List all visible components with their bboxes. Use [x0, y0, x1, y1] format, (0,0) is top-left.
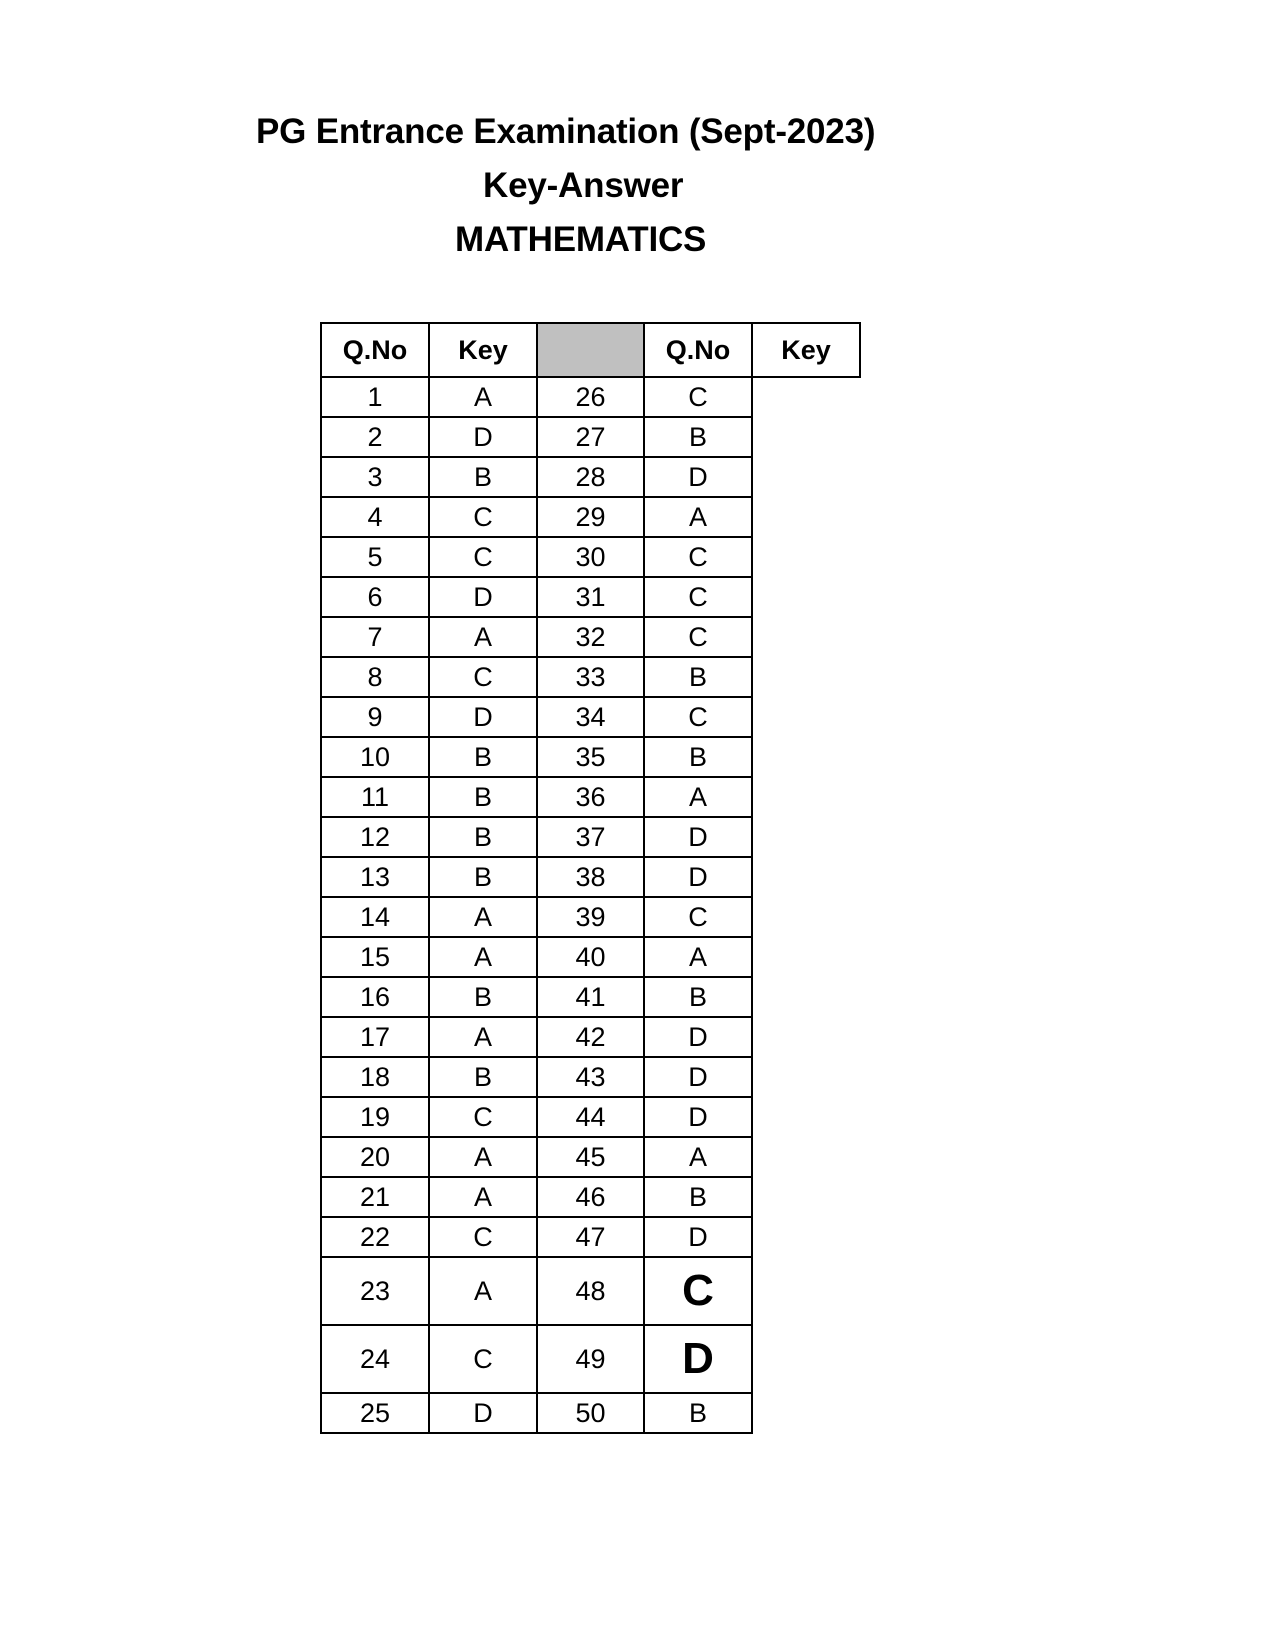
answer-key-cell: A	[429, 897, 537, 937]
question-number-cell: 2	[321, 417, 429, 457]
table-row	[321, 777, 860, 817]
question-number-cell: 33	[537, 657, 644, 697]
answer-key-cell: C	[644, 377, 752, 417]
table-row	[321, 417, 860, 457]
question-number-cell: 20	[321, 1137, 429, 1177]
question-number-cell: 45	[537, 1137, 644, 1177]
answer-key-cell: B	[429, 977, 537, 1017]
answer-key-cell: D	[644, 1217, 752, 1257]
question-number-cell: 26	[537, 377, 644, 417]
header-key-left: Key	[429, 323, 537, 377]
question-number-cell: 16	[321, 977, 429, 1017]
answer-key-cell: A	[644, 937, 752, 977]
question-number-cell: 49	[537, 1325, 644, 1393]
answer-key-cell: C	[644, 617, 752, 657]
table-row	[321, 1137, 860, 1177]
answer-key-cell: B	[644, 737, 752, 777]
table-row	[321, 897, 860, 937]
table-row	[321, 617, 860, 657]
gray-separator-column	[537, 323, 644, 377]
answer-key-cell: B	[429, 817, 537, 857]
question-number-cell: 46	[537, 1177, 644, 1217]
table-row	[321, 537, 860, 577]
answer-key-cell: B	[644, 417, 752, 457]
answer-key-cell: C	[644, 577, 752, 617]
answer-key-cell: A	[429, 377, 537, 417]
answer-key-cell: D	[644, 817, 752, 857]
question-number-cell: 11	[321, 777, 429, 817]
question-number-cell: 37	[537, 817, 644, 857]
answer-key-cell: B	[644, 657, 752, 697]
question-number-cell: 12	[321, 817, 429, 857]
question-number-cell: 28	[537, 457, 644, 497]
question-number-cell: 24	[321, 1325, 429, 1393]
table-row	[321, 1057, 860, 1097]
question-number-cell: 29	[537, 497, 644, 537]
answer-key-cell: A	[429, 617, 537, 657]
table-header-row	[321, 323, 860, 377]
header-key-right: Key	[752, 323, 860, 377]
answer-key-cell: A	[429, 1137, 537, 1177]
question-number-cell: 5	[321, 537, 429, 577]
answer-key-cell: B	[429, 457, 537, 497]
question-number-cell: 32	[537, 617, 644, 657]
question-number-cell: 41	[537, 977, 644, 1017]
answer-key-cell: C	[644, 897, 752, 937]
answer-key-cell: C	[429, 1217, 537, 1257]
question-number-cell: 17	[321, 1017, 429, 1057]
answer-key-cell: A	[429, 1257, 537, 1325]
table-row	[321, 497, 860, 537]
answer-key-cell: D	[644, 857, 752, 897]
question-number-cell: 7	[321, 617, 429, 657]
answer-key-cell: D	[429, 1393, 537, 1433]
question-number-cell: 47	[537, 1217, 644, 1257]
question-number-cell: 30	[537, 537, 644, 577]
answer-key-cell: C	[644, 537, 752, 577]
question-number-cell: 1	[321, 377, 429, 417]
question-number-cell: 18	[321, 1057, 429, 1097]
question-number-cell: 4	[321, 497, 429, 537]
table-row	[321, 657, 860, 697]
table-row	[321, 857, 860, 897]
answer-key-cell: A	[644, 777, 752, 817]
question-number-cell: 21	[321, 1177, 429, 1217]
exam-title: PG Entrance Examination (Sept-2023)	[256, 112, 876, 151]
answer-key-cell: D	[644, 1017, 752, 1057]
answer-key-table	[320, 322, 861, 1434]
answer-key-cell: D	[644, 457, 752, 497]
answer-key-cell: C	[429, 537, 537, 577]
question-number-cell: 13	[321, 857, 429, 897]
question-number-cell: 38	[537, 857, 644, 897]
question-number-cell: 48	[537, 1257, 644, 1325]
table-body	[321, 377, 860, 1433]
answer-key-cell: B	[429, 1057, 537, 1097]
table-row	[321, 1017, 860, 1057]
question-number-cell: 3	[321, 457, 429, 497]
answer-key-cell: A	[429, 1177, 537, 1217]
answer-key-cell: B	[429, 857, 537, 897]
answer-key-cell: D	[429, 577, 537, 617]
question-number-cell: 36	[537, 777, 644, 817]
question-number-cell: 31	[537, 577, 644, 617]
answer-key-cell: B	[644, 1393, 752, 1433]
table-row	[321, 937, 860, 977]
question-number-cell: 23	[321, 1257, 429, 1325]
question-number-cell: 43	[537, 1057, 644, 1097]
answer-key-cell: A	[429, 1017, 537, 1057]
answer-key-cell: C	[644, 1257, 752, 1325]
answer-key-cell: A	[644, 497, 752, 537]
question-number-cell: 25	[321, 1393, 429, 1433]
question-number-cell: 39	[537, 897, 644, 937]
question-number-cell: 15	[321, 937, 429, 977]
question-number-cell: 42	[537, 1017, 644, 1057]
answer-key-cell: B	[644, 977, 752, 1017]
answer-key-cell: D	[429, 697, 537, 737]
table-row	[321, 1325, 860, 1393]
answer-key-cell: C	[429, 1097, 537, 1137]
answer-key-cell: B	[429, 737, 537, 777]
answer-key-cell: D	[429, 417, 537, 457]
table-row	[321, 577, 860, 617]
header-qno-left: Q.No	[321, 323, 429, 377]
question-number-cell: 27	[537, 417, 644, 457]
question-number-cell: 6	[321, 577, 429, 617]
table-row	[321, 377, 860, 417]
question-number-cell: 14	[321, 897, 429, 937]
table-row	[321, 977, 860, 1017]
answer-key-cell: B	[429, 777, 537, 817]
answer-key-cell: C	[429, 1325, 537, 1393]
question-number-cell: 40	[537, 937, 644, 977]
answer-key-cell: D	[644, 1057, 752, 1097]
table-row	[321, 1177, 860, 1217]
question-number-cell: 10	[321, 737, 429, 777]
answer-key-cell: D	[644, 1097, 752, 1137]
answer-key-cell: C	[644, 697, 752, 737]
answer-key-cell: D	[644, 1325, 752, 1393]
question-number-cell: 50	[537, 1393, 644, 1433]
answer-key-cell: C	[429, 497, 537, 537]
subject-title: MATHEMATICS	[455, 220, 707, 259]
question-number-cell: 19	[321, 1097, 429, 1137]
question-number-cell: 9	[321, 697, 429, 737]
question-number-cell: 22	[321, 1217, 429, 1257]
question-number-cell: 44	[537, 1097, 644, 1137]
question-number-cell: 34	[537, 697, 644, 737]
table-row	[321, 737, 860, 777]
table-row	[321, 457, 860, 497]
table-row	[321, 1393, 860, 1433]
table-row	[321, 697, 860, 737]
table-row	[321, 1097, 860, 1137]
answer-key-cell: B	[644, 1177, 752, 1217]
question-number-cell: 8	[321, 657, 429, 697]
document-subtitle: Key-Answer	[483, 166, 684, 205]
answer-key-cell: C	[429, 657, 537, 697]
table-row	[321, 1217, 860, 1257]
answer-key-cell: A	[644, 1137, 752, 1177]
answer-key-cell: A	[429, 937, 537, 977]
question-number-cell: 35	[537, 737, 644, 777]
table-row	[321, 817, 860, 857]
header-qno-right: Q.No	[644, 323, 752, 377]
table-row	[321, 1257, 860, 1325]
